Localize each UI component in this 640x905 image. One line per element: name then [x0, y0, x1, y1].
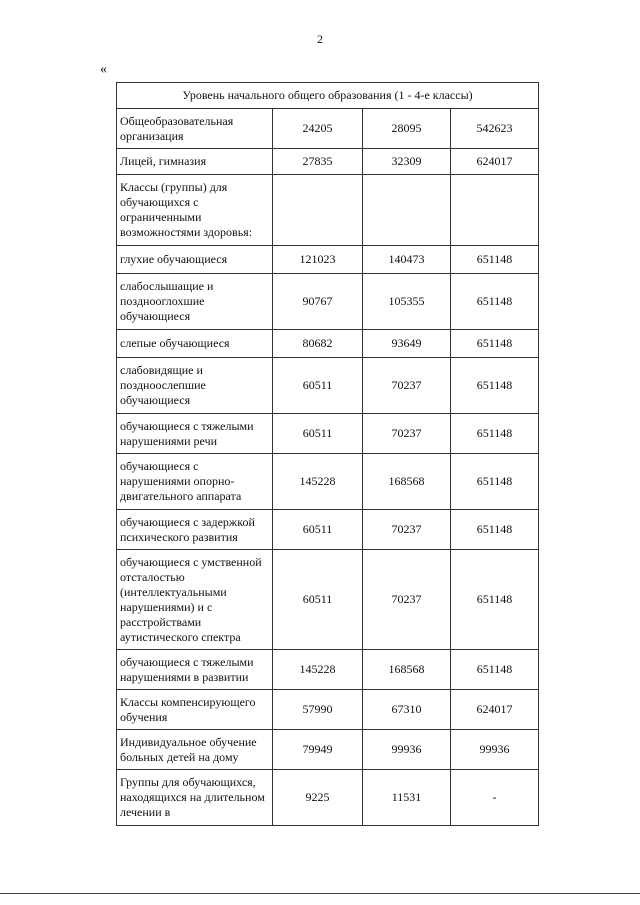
value-cell: 27835	[273, 149, 363, 175]
table-row	[117, 690, 539, 730]
value-cell: 60511	[273, 358, 363, 414]
value-cell: 105355	[363, 274, 451, 330]
table-row	[117, 454, 539, 510]
value-cell: 80682	[273, 330, 363, 358]
row-name: обучающиеся с тяжелыми нарушениями в развитии	[117, 650, 273, 690]
value-cell: 624017	[451, 149, 539, 175]
row-name: Классы (группы) для обучающихся с ограниченными возможностями здоровья:	[117, 175, 273, 246]
value-cell: 651148	[451, 330, 539, 358]
table-row	[117, 358, 539, 414]
value-cell: 32309	[363, 149, 451, 175]
table-row	[117, 175, 539, 246]
table-row	[117, 730, 539, 770]
value-cell: 9225	[273, 770, 363, 826]
page-bottom-border	[0, 893, 640, 894]
table-row	[117, 510, 539, 550]
value-cell: 651148	[451, 454, 539, 510]
row-name: слепые обучающиеся	[117, 330, 273, 358]
table-row	[117, 246, 539, 274]
row-name: Классы компенсирующего обучения	[117, 690, 273, 730]
value-cell: 651148	[451, 414, 539, 454]
opening-quote-mark: «	[100, 62, 107, 77]
section-header-row	[117, 83, 539, 109]
table-row	[117, 650, 539, 690]
value-cell: 651148	[451, 274, 539, 330]
value-cell: 67310	[363, 690, 451, 730]
table-row	[117, 414, 539, 454]
value-cell: 93649	[363, 330, 451, 358]
value-cell: 145228	[273, 454, 363, 510]
value-cell: 60511	[273, 550, 363, 650]
value-cell: 99936	[363, 730, 451, 770]
row-name: Индивидуальное обучение больных детей на дому	[117, 730, 273, 770]
section-header: Уровень начального общего образования (1 - 4-е классы)	[117, 83, 539, 109]
value-cell: 168568	[363, 650, 451, 690]
row-name: Лицей, гимназия	[117, 149, 273, 175]
value-cell	[273, 175, 363, 246]
value-cell: 28095	[363, 109, 451, 149]
value-cell: 651148	[451, 358, 539, 414]
cost-table	[116, 82, 539, 826]
table-row	[117, 149, 539, 175]
value-cell: 57990	[273, 690, 363, 730]
value-cell: -	[451, 770, 539, 826]
table-row	[117, 274, 539, 330]
value-cell: 11531	[363, 770, 451, 826]
row-name: глухие обучающиеся	[117, 246, 273, 274]
table-row	[117, 109, 539, 149]
table-row	[117, 330, 539, 358]
value-cell: 651148	[451, 510, 539, 550]
value-cell: 70237	[363, 510, 451, 550]
row-name: обучающиеся с тяжелыми нарушениями речи	[117, 414, 273, 454]
value-cell: 140473	[363, 246, 451, 274]
value-cell: 168568	[363, 454, 451, 510]
value-cell: 60511	[273, 510, 363, 550]
value-cell: 24205	[273, 109, 363, 149]
value-cell: 624017	[451, 690, 539, 730]
value-cell: 70237	[363, 414, 451, 454]
value-cell: 542623	[451, 109, 539, 149]
row-name: слабовидящие и поздноослепшие обучающиеся	[117, 358, 273, 414]
row-name: обучающиеся с нарушениями опорно-двигательного аппарата	[117, 454, 273, 510]
value-cell: 79949	[273, 730, 363, 770]
value-cell: 70237	[363, 550, 451, 650]
value-cell	[363, 175, 451, 246]
value-cell: 99936	[451, 730, 539, 770]
row-name: Общеобразовательная организация	[117, 109, 273, 149]
value-cell: 651148	[451, 650, 539, 690]
row-name: Группы для обучающихся, находящихся на длительном лечении в	[117, 770, 273, 826]
value-cell: 145228	[273, 650, 363, 690]
value-cell: 60511	[273, 414, 363, 454]
value-cell: 651148	[451, 550, 539, 650]
table-row	[117, 550, 539, 650]
value-cell: 90767	[273, 274, 363, 330]
value-cell: 121023	[273, 246, 363, 274]
value-cell	[451, 175, 539, 246]
row-name: слабослышащие и позднооглохшие обучающиеся	[117, 274, 273, 330]
value-cell: 651148	[451, 246, 539, 274]
page-number: 2	[317, 32, 323, 46]
value-cell: 70237	[363, 358, 451, 414]
row-name: обучающиеся с умственной отсталостью (интеллектуальными нарушениями) и с расстройствами аутистического спектра	[117, 550, 273, 650]
row-name: обучающиеся с задержкой психического развития	[117, 510, 273, 550]
table-row	[117, 770, 539, 826]
